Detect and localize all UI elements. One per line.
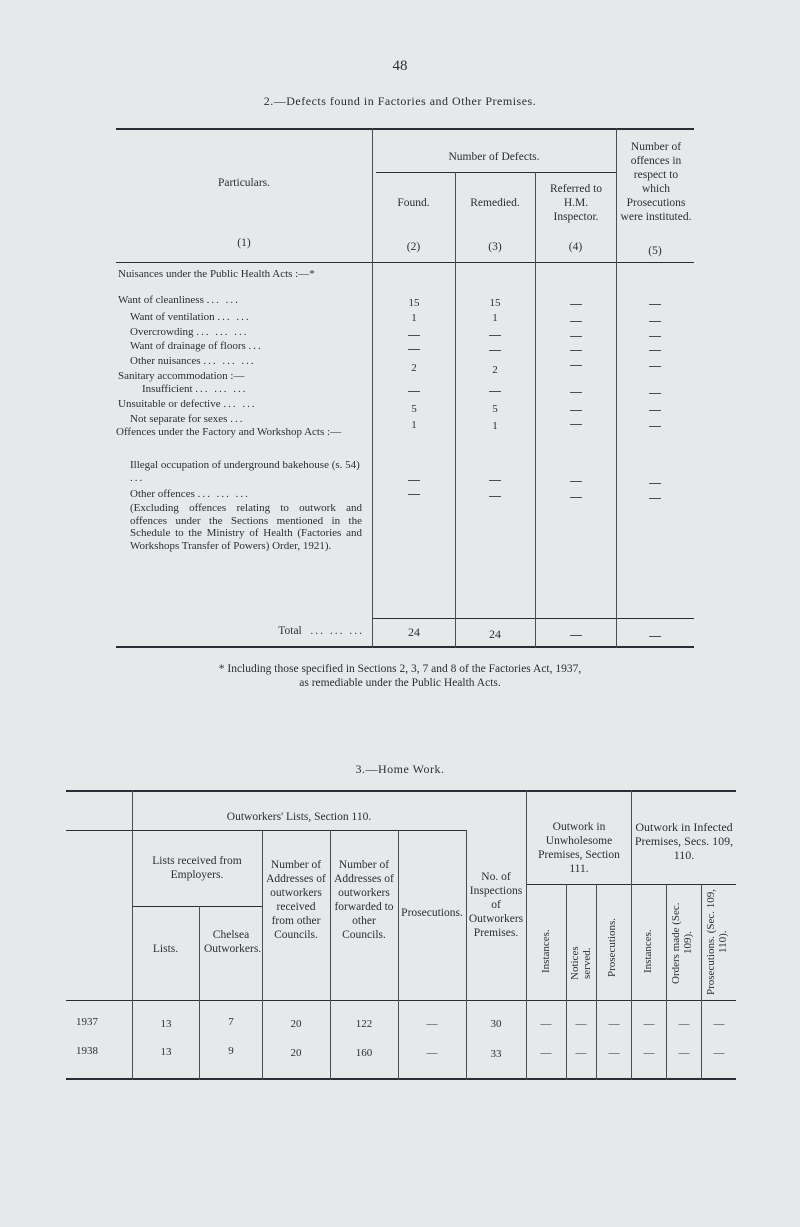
table2-title: 3.—Home Work. (355, 762, 445, 776)
dash (408, 494, 420, 495)
header-inf-prosecutions: Prosecutions. (Sec. 109, 110). (705, 889, 729, 996)
header-chelsea: Chelsea Outworkers. (204, 929, 262, 955)
header-particulars-num: (1) (237, 237, 251, 249)
dash (489, 391, 501, 392)
dash (649, 498, 661, 499)
header-offences: Number of offences in respect to which Prosecutions were instituted. (620, 141, 692, 223)
header-referred-num: (4) (568, 241, 583, 253)
cell-uw-instances: — (540, 1047, 552, 1059)
header-addresses-forwarded: Number of Addresses of outworkers forwarded to other Councils. (334, 859, 394, 941)
row-label: Unsuitable or defective ... ... (118, 398, 257, 410)
cell-remedied: 1 (492, 312, 498, 324)
cell-lists: 13 (160, 1018, 172, 1030)
table1-title: 2.—Defects found in Factories and Other Premises. (263, 94, 537, 108)
dash (570, 410, 582, 411)
page-number: 48 (392, 58, 408, 74)
cell-lists: 13 (160, 1046, 172, 1058)
dash (489, 496, 501, 497)
cell-found: 1 (411, 419, 417, 431)
dash (408, 335, 420, 336)
header-lists-received: Lists received from Employers. (152, 855, 242, 881)
row-label: Want of ventilation ... ... (130, 311, 251, 323)
header-remedied: Remedied. (470, 197, 520, 209)
header-uw-instances: Instances. (540, 929, 552, 973)
row-heading-nuisances: Nuisances under the Public Health Acts :—* (118, 268, 315, 280)
header-unwholesome: Outwork in Unwholesome Premises, Section 111. (538, 821, 620, 875)
header-inspections: No. of Inspections of Outworkers Premises. (468, 871, 524, 939)
dash (408, 391, 420, 392)
home-work-table (66, 790, 736, 1090)
cell-uw-prosecutions: — (608, 1047, 620, 1059)
row-label: Not separate for sexes ... (130, 413, 245, 425)
dash (649, 426, 661, 427)
dash (570, 497, 582, 498)
cell-inf-prosecutions: — (713, 1047, 725, 1059)
cell-inf-orders: — (678, 1018, 690, 1030)
cell-found: 5 (411, 403, 417, 415)
cell-remedied: 1 (492, 420, 498, 432)
cell-inspections: 33 (490, 1048, 502, 1060)
row-label: Insufficient ... ... ... (142, 383, 248, 395)
row-total-label: Total ... ... ... (278, 625, 364, 637)
cell-found: 15 (408, 297, 420, 309)
header-offences-num: (5) (648, 245, 662, 257)
cell-forwarded: 160 (355, 1047, 373, 1059)
dash (489, 335, 501, 336)
row-year: 1938 (76, 1045, 98, 1057)
header-lists: Lists. (152, 943, 179, 955)
cell-chelsea: 7 (228, 1016, 234, 1028)
header-infected: Outwork in Infected Premises, Secs. 109, 110. (634, 820, 734, 862)
row-year: 1937 (76, 1016, 98, 1028)
cell-found: 1 (411, 312, 417, 324)
dash (570, 424, 582, 425)
footnote-line-1: * Including those specified in Sections 2, 3, 7 and 8 of the Factories Act, 1937, (218, 663, 582, 675)
row-label: Other nuisances ... ... ... (130, 355, 256, 367)
dash (570, 481, 582, 482)
total-remedied: 24 (489, 627, 501, 641)
cell-forwarded: 122 (355, 1018, 373, 1030)
dash (570, 365, 582, 366)
cell-prosecutions: — (426, 1047, 438, 1059)
row-heading-factory: Offences under the Factory and Workshop Acts :— (116, 426, 342, 438)
cell-chelsea: 9 (228, 1045, 234, 1057)
header-outworkers-lists: Outworkers' Lists, Section 110. (226, 811, 372, 823)
dash (649, 321, 661, 322)
dash (649, 636, 661, 637)
cell-inf-instances: — (643, 1047, 655, 1059)
header-referred: Referred to H.M. Inspector. (549, 183, 603, 223)
row-label: Other offences ... ... ... (130, 488, 250, 500)
row-label: Want of cleanliness ... ... (118, 294, 240, 306)
dash (649, 366, 661, 367)
footnote (0, 662, 800, 690)
cell-uw-instances: — (540, 1018, 552, 1030)
dash (570, 392, 582, 393)
total-found: 24 (408, 625, 420, 639)
cell-remedied: 15 (489, 297, 501, 309)
header-number-of-defects: Number of Defects. (448, 151, 540, 163)
footnote-line-2: as remediable under the Public Health Acts. (299, 677, 501, 689)
header-inf-instances: Instances. (642, 929, 654, 973)
dash (649, 304, 661, 305)
header-addresses-received: Number of Addresses of outworkers received from other Councils. (266, 859, 326, 941)
row-label: Overcrowding ... ... ... (130, 326, 249, 338)
header-found-num: (2) (406, 241, 421, 253)
row-label-bakehouse: Illegal occupation of underground bakehouse (s. 54) ... (130, 459, 360, 484)
cell-inspections: 30 (490, 1018, 502, 1030)
dash (408, 349, 420, 350)
dash (570, 304, 582, 305)
dash (489, 480, 501, 481)
header-uw-prosecutions: Prosecutions. (606, 918, 618, 978)
header-inf-orders: Orders made (Sec. 109). (670, 902, 694, 984)
row-note-excluding: (Excluding offences relating to outwork and offences under the Sections mentioned in the Schedule to the Ministry of Health (Factories and Workshops Transfer of Powers) Order, 1921). (130, 502, 362, 552)
dash (570, 635, 582, 636)
cell-received: 20 (290, 1018, 302, 1030)
header-prosecutions: Prosecutions. (401, 907, 463, 919)
cell-prosecutions: — (426, 1018, 438, 1030)
dash (408, 480, 420, 481)
dash (570, 350, 582, 351)
header-found: Found. (397, 197, 430, 209)
cell-received: 20 (290, 1047, 302, 1059)
cell-uw-prosecutions: — (608, 1018, 620, 1030)
dash (570, 336, 582, 337)
dash (649, 483, 661, 484)
header-particulars: Particulars. (217, 177, 271, 189)
cell-remedied: 5 (492, 403, 498, 415)
dash (649, 336, 661, 337)
cell-uw-notices: — (575, 1047, 587, 1059)
cell-inf-orders: — (678, 1047, 690, 1059)
dash (570, 321, 582, 322)
dash (489, 350, 501, 351)
header-remedied-num: (3) (488, 241, 502, 253)
cell-inf-prosecutions: — (713, 1018, 725, 1030)
cell-remedied: 2 (492, 364, 498, 376)
defects-table (116, 128, 694, 648)
dash (649, 393, 661, 394)
header-uw-notices: Notices served. (569, 946, 593, 980)
row-heading-sanitary: Sanitary accommodation :— (118, 370, 245, 382)
dash (649, 410, 661, 411)
cell-uw-notices: — (575, 1018, 587, 1030)
row-label: Want of drainage of floors ... (130, 340, 263, 352)
cell-found: 2 (411, 362, 417, 374)
dash (649, 350, 661, 351)
cell-inf-instances: — (643, 1018, 655, 1030)
